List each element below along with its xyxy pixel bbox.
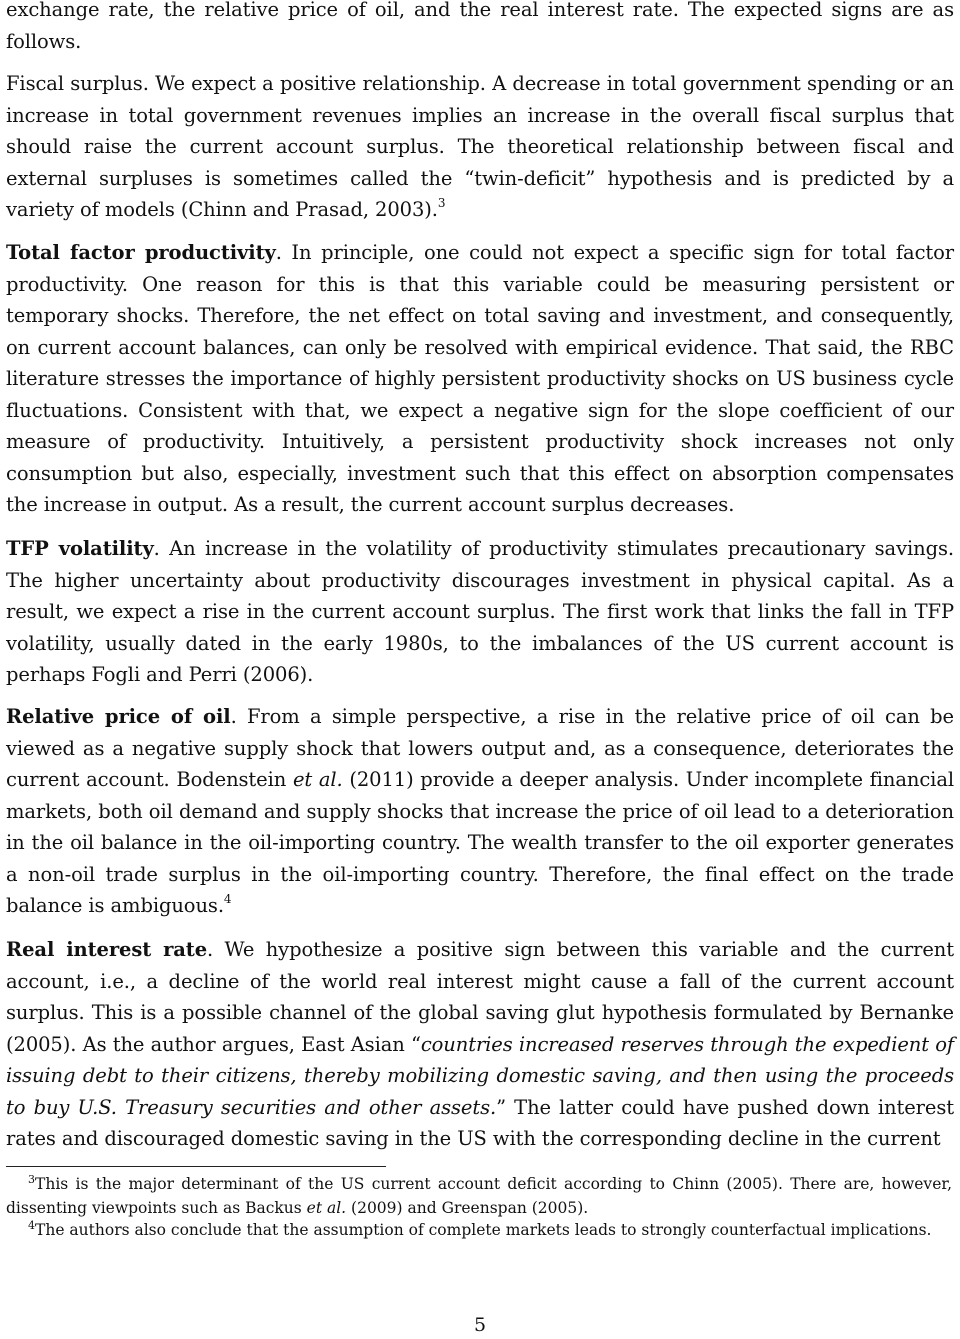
oil-etal: et al. [292,768,343,791]
oil-paragraph [6,701,954,922]
tfp-heading: Total factor productivity [6,241,276,264]
footnote-ref-4: 4 [223,892,232,906]
footnote-4-text: The authors also conclude that the assumption of complete markets leads to strongly counterfactual implications. [35,1221,932,1239]
bernanke-quote: countries increased reserves through the expedient of issuing debt to their citizens, thereby mobilizing domestic saving, and then using the proceeds to buy U.S. Treasury securities and other assets. [6,1032,954,1119]
tfp-volatility-text: . An increase in the volatility of productivity stimulates precautionary savings. The higher uncertainty about productivity discourages investment in physical capital. As a result, we expect a rise in the current account surplus. The first work that links the fall in TFP volatility, usually dated in the early 1980s, to the imbalances of the US current account is perhaps Fogli and Perri (2006). [6,537,954,686]
tfp-paragraph [6,237,954,521]
footnote-3 [6,1172,952,1220]
real-interest-text-b: ” The latter could have pushed down interest rates and discouraged domestic saving in the US with the corresponding decline in the current [6,1095,954,1150]
oil-text-a: . From a simple perspective, a rise in the relative price of oil can be viewed as a negative supply shock that lowers output and, as a consequence, deteriorates the current account. Bodenstein [6,705,954,791]
tfp-volatility-heading: TFP volatility [6,537,154,560]
footnote-4-mark: 4 [28,1219,35,1232]
oil-heading: Relative price of oil [6,705,231,728]
real-interest-heading: Real interest rate [6,938,208,961]
fiscal-paragraph [6,68,954,226]
footnote-3-etal: et al. [306,1199,347,1217]
real-interest-paragraph [6,934,954,1155]
tfp-volatility-paragraph [6,533,954,691]
footnote-ref-3: 3 [437,196,446,210]
intro-text: exchange rate, the relative price of oil, and the real interest rate. The expected signs are as follows. [6,0,954,53]
footnote-3-mark: 3 [28,1173,35,1186]
footnote-rule [6,1166,386,1167]
footnote-4 [6,1218,952,1242]
page-number: 5 [473,1314,487,1336]
tfp-text: . In principle, one could not expect a specific sign for total factor productivity. One reason for this is that this variable could be measuring persistent or temporary shocks. Therefore, the net effect on total saving and investment, and consequently, on current account balances, can only be resolved with empirical evidence. That said, the RBC literature stresses the importance of highly persistent productivity shocks on US business cycle fluctuations. Consistent with that, we expect a negative sign for the slope coefficient of our measure of productivity. Intuitively, a persistent productivity shock increases not only consumption but also, especially, investment such that this effect on absorption compensates the increase in output. As a result, the current account surplus decreases. [6,241,954,516]
oil-text-b: (2011) provide a deeper analysis. Under incomplete financial markets, both oil demand and supply shocks that increase the price of oil lead to a deterioration in the oil balance in the oil-importing country. The wealth transfer to the oil exporter generates a non-oil trade surplus in the oil-importing country. Therefore, the final effect on the trade balance is ambiguous. [6,768,954,917]
fiscal-heading: Fiscal surplus [6,72,143,95]
fiscal-text: . We expect a positive relationship. A decrease in total government spending or an increase in total government revenues implies an increase in the overall fiscal surplus that should raise the current account surplus. The theoretical relationship between fiscal and external surpluses is sometimes called the “twin-deficit” hypothesis and is predicted by a variety of models (Chinn and Prasad, 2003). [6,72,954,221]
footnote-3-text-b: (2009) and Greenspan (2005). [346,1199,589,1217]
intro-paragraph [6,0,954,57]
real-interest-text-a: . We hypothesize a positive sign between this variable and the current account, i.e., a decline of the world real interest might cause a fall of the current account surplus. This is a possible channel of the global saving glut hypothesis formulated by Bernanke (2005). As the author argues, East Asian “ [6,938,954,1056]
footnote-3-text-a: This is the major determinant of the US current account deficit according to Chinn (2005). There are, however, dissenting viewpoints such as Backus [6,1175,952,1217]
